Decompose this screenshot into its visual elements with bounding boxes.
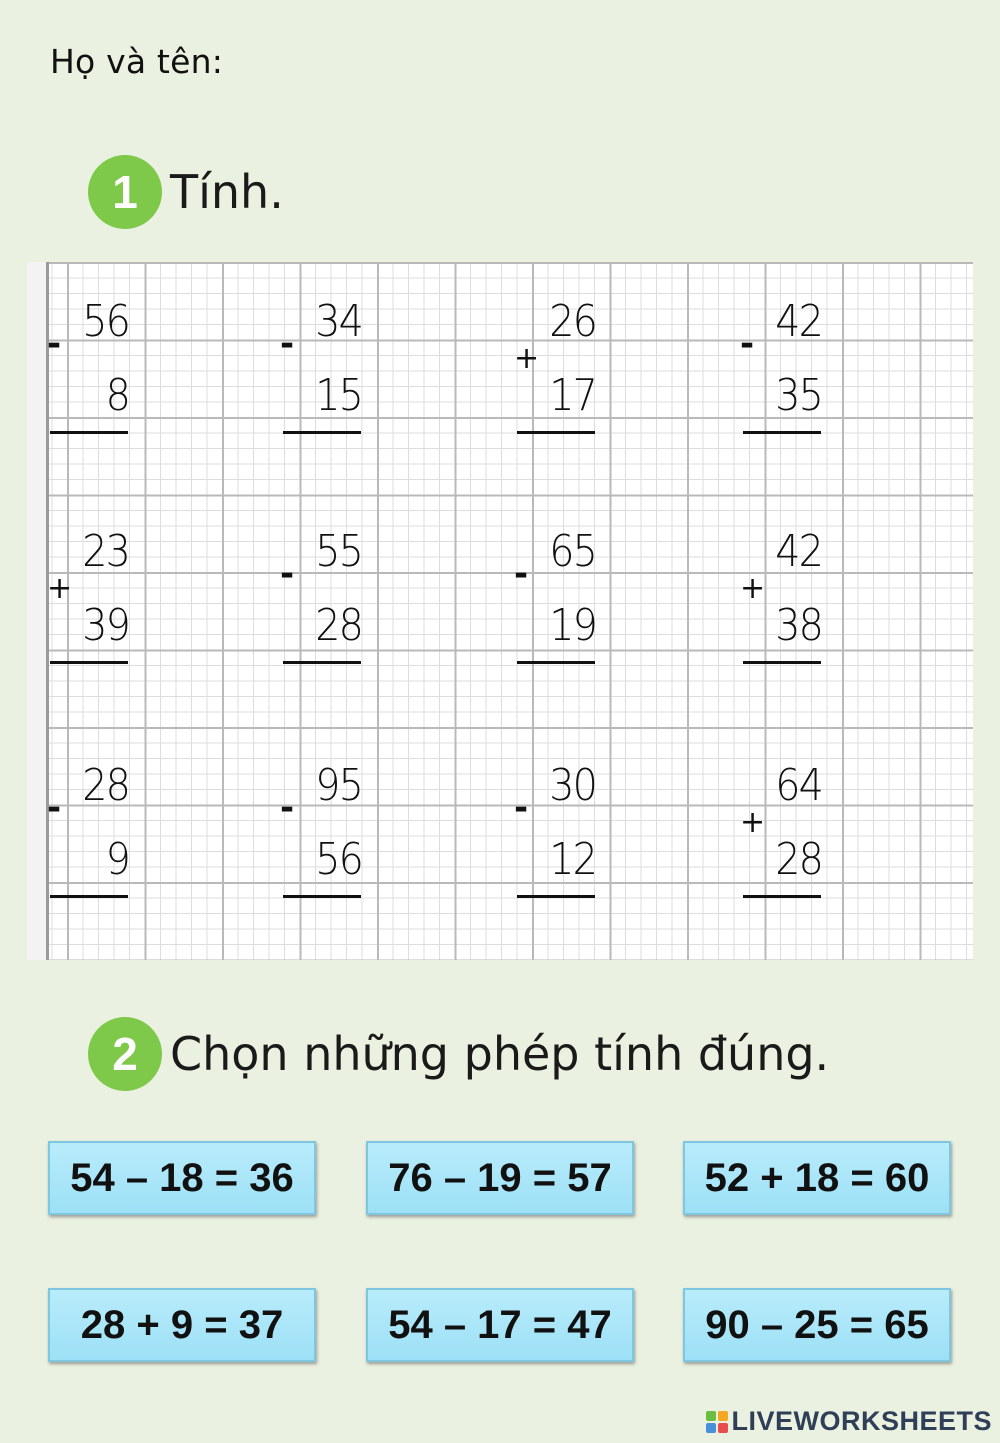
liveworksheets-logo (706, 1406, 992, 1437)
problem-2 (280, 296, 370, 460)
section-2-title: Chọn những phép tính đúng. (170, 1027, 830, 1081)
answer-line (517, 431, 595, 434)
operand-bottom: 28 (315, 600, 362, 651)
choice-button-3[interactable]: 52 + 18 = 60 (683, 1141, 951, 1215)
choice-button-1[interactable]: 54 – 18 = 36 (48, 1141, 316, 1215)
answer-line (743, 895, 821, 898)
operator: - (280, 324, 295, 364)
answer-line (517, 661, 595, 664)
answer-line (743, 431, 821, 434)
operand-top: 26 (549, 296, 596, 347)
operator: - (740, 324, 755, 364)
operand-bottom: 8 (105, 370, 129, 421)
answer-line (283, 431, 361, 434)
operand-top: 65 (549, 526, 596, 577)
operator: + (740, 571, 766, 606)
operand-bottom: 15 (315, 370, 362, 421)
operand-top: 42 (775, 526, 822, 577)
problem-3 (514, 296, 604, 460)
answer-line (283, 661, 361, 664)
choice-button-2[interactable]: 76 – 19 = 57 (366, 1141, 634, 1215)
operand-top: 23 (82, 526, 129, 577)
operator: - (47, 324, 62, 364)
section-2-heading (88, 1017, 829, 1091)
operand-bottom: 38 (775, 600, 822, 651)
operator: + (514, 341, 540, 376)
problem-4 (740, 296, 830, 460)
name-label: Họ và tên: (50, 42, 224, 81)
operand-top: 28 (82, 760, 129, 811)
liveworksheets-logo-icon (706, 1411, 728, 1433)
operand-bottom: 35 (775, 370, 822, 421)
operand-top: 42 (775, 296, 822, 347)
answer-line (50, 895, 128, 898)
operand-top: 56 (82, 296, 129, 347)
logo-square (718, 1423, 728, 1433)
answer-line (50, 661, 128, 664)
problem-8 (740, 526, 830, 690)
choice-button-6[interactable]: 90 – 25 = 65 (683, 1288, 951, 1362)
operand-bottom: 56 (315, 834, 362, 885)
problem-9 (47, 760, 137, 924)
answer-line (283, 895, 361, 898)
operator: - (514, 554, 529, 594)
operand-top: 95 (315, 760, 362, 811)
section-1-title: Tính. (170, 165, 284, 219)
answer-line (50, 431, 128, 434)
operand-bottom: 19 (549, 600, 596, 651)
graph-paper-grid (27, 262, 973, 960)
section-1-heading (88, 155, 284, 229)
section-2-number-badge: 2 (88, 1017, 162, 1091)
problem-1 (47, 296, 137, 460)
problem-5 (47, 526, 137, 690)
operator: + (47, 571, 73, 606)
logo-square (718, 1411, 728, 1421)
problem-6 (280, 526, 370, 690)
choice-button-4[interactable]: 28 + 9 = 37 (48, 1288, 316, 1362)
operand-bottom: 17 (549, 370, 596, 421)
operand-top: 64 (775, 760, 822, 811)
operator: - (280, 788, 295, 828)
operator: + (740, 805, 766, 840)
logo-square (706, 1423, 716, 1433)
section-1-number-badge: 1 (88, 155, 162, 229)
operand-bottom: 39 (82, 600, 129, 651)
problem-7 (514, 526, 604, 690)
operator: - (514, 788, 529, 828)
choice-button-5[interactable]: 54 – 17 = 47 (366, 1288, 634, 1362)
answer-line (517, 895, 595, 898)
operand-bottom: 9 (105, 834, 129, 885)
operand-top: 55 (315, 526, 362, 577)
operand-bottom: 12 (549, 834, 596, 885)
logo-square (706, 1411, 716, 1421)
operator: - (280, 554, 295, 594)
answer-line (743, 661, 821, 664)
operand-top: 34 (315, 296, 362, 347)
operator: - (47, 788, 62, 828)
problem-12 (740, 760, 830, 924)
operand-bottom: 28 (775, 834, 822, 885)
liveworksheets-wordmark: LIVEWORKSHEETS (731, 1406, 992, 1436)
problem-11 (514, 760, 604, 924)
operand-top: 30 (549, 760, 596, 811)
problem-10 (280, 760, 370, 924)
